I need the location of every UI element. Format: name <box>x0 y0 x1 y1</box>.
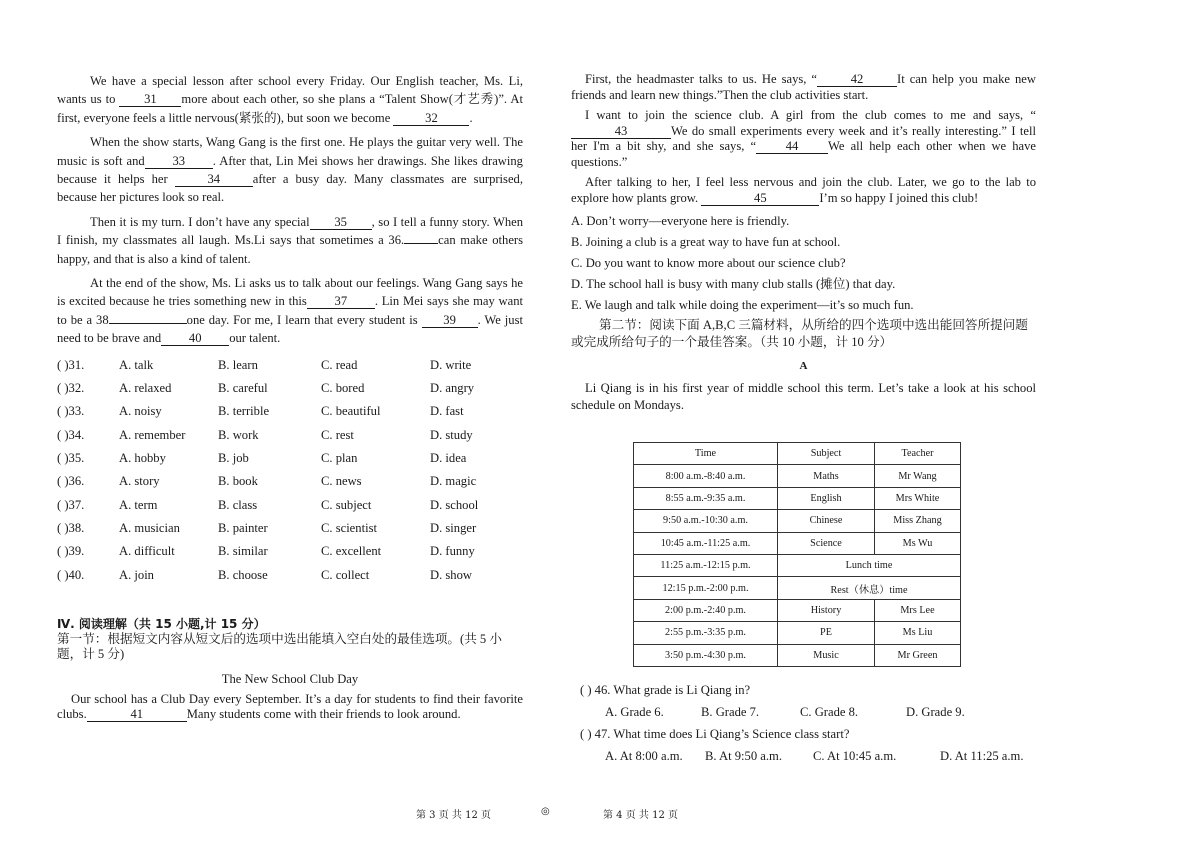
choice-d: D. The school hall is busy with many club stalls (摊位) that day. <box>571 277 896 291</box>
schedule-time-cell: 8:55 a.m.-9:35 a.m. <box>634 487 778 509</box>
schedule-table <box>633 442 961 667</box>
option-a: A. join <box>119 567 154 582</box>
passage-a-intro: Li Qiang is in his first year of middle school this term. Let’s take a look at his school schedule on Mondays. <box>571 381 1036 412</box>
schedule-subject-cell: Maths <box>778 465 875 487</box>
schedule-teacher-cell: Ms Liu <box>875 622 961 644</box>
blank-37: 37 <box>307 294 375 309</box>
blank-43: 43 <box>571 124 671 139</box>
blank-45: 45 <box>701 191 819 206</box>
schedule-row <box>634 465 961 487</box>
schedule-time-cell: 2:00 p.m.-2:40 p.m. <box>634 599 778 621</box>
schedule-time-cell: 9:50 a.m.-10:30 a.m. <box>634 510 778 532</box>
choice-a: A. Don’t worry—everyone here is friendly. <box>571 214 790 228</box>
text-span: We have a special lesson after school every Friday. Our English teacher, Ms. Li, wants us to <box>57 74 523 107</box>
schedule-time-cell: 8:00 a.m.-8:40 a.m. <box>634 465 778 487</box>
text-span: more about each other, so she plans a “Talent Show(才艺秀)”. At first, everyone feels a little nervous(紧张的), but soon we become <box>57 92 523 125</box>
footer-separator: ◎ <box>541 806 550 817</box>
schedule-teacher-cell: Mrs Lee <box>875 599 961 621</box>
option-b: B. painter <box>218 520 268 535</box>
question-46 <box>571 679 1036 723</box>
option-b: B. class <box>218 497 258 512</box>
schedule-row <box>634 510 961 532</box>
q47-option-a: A. At 8:00 a.m. <box>605 748 683 763</box>
option-c: C. bored <box>321 381 365 396</box>
blank-44: 44 <box>756 139 828 154</box>
option-a: A. difficult <box>119 544 175 559</box>
passage-paragraph-2 <box>571 72 1036 103</box>
text-span: First, the headmaster talks to us. He says, “ <box>585 72 817 86</box>
option-a: A. term <box>119 497 158 512</box>
schedule-row <box>634 487 961 509</box>
schedule-merged-cell: Lunch time <box>778 554 961 576</box>
schedule-row <box>634 622 961 644</box>
schedule-row <box>634 554 961 576</box>
option-a: A. musician <box>119 520 180 535</box>
schedule-header-cell: Teacher <box>875 443 961 465</box>
section-iv-title: Ⅳ. 阅读理解（共 15 小题,计 15 分） <box>57 616 266 631</box>
cloze-paragraph-1 <box>57 72 523 127</box>
text-span: can make others happy, and that is also a kind of talent. <box>57 233 523 266</box>
option-a: A. relaxed <box>119 381 172 396</box>
section-1-instructions: 第一节：根据短文内容从短文后的选项中选出能填入空白处的最佳选项。(共 5 小题，计 5 分) <box>57 631 502 662</box>
option-d: D. show <box>430 567 472 582</box>
text-span: Many students come with their friends to look around. <box>186 707 461 722</box>
option-c: C. subject <box>321 497 372 512</box>
question-46-stem: ( ) 46. What grade is Li Qiang in? <box>580 682 751 697</box>
schedule-time-cell: 3:50 p.m.-4:30 p.m. <box>634 644 778 666</box>
option-row <box>57 470 490 493</box>
option-row <box>57 424 490 447</box>
passage-paragraph-3 <box>571 108 1036 170</box>
blank-33: 33 <box>145 154 213 169</box>
schedule-teacher-cell: Miss Zhang <box>875 510 961 532</box>
schedule-header-cell: Subject <box>778 443 875 465</box>
question-number: ( )34. <box>57 427 85 442</box>
schedule-row <box>634 532 961 554</box>
option-b: B. terrible <box>218 404 270 419</box>
blank-32: 32 <box>393 111 469 126</box>
blank-40: 40 <box>161 331 229 346</box>
blank-31: 31 <box>119 92 181 107</box>
passage-paragraph <box>57 692 523 723</box>
option-d: D. write <box>430 357 472 372</box>
schedule-time-cell: 2:55 p.m.-3:35 p.m. <box>634 622 778 644</box>
blank-35: 35 <box>310 215 372 230</box>
option-b: B. work <box>218 427 259 442</box>
text-span: It can help you make new friends and learn new things.”Then the club activities start. <box>571 72 1036 102</box>
question-number: ( )36. <box>57 474 85 489</box>
text-span: I want to join the science club. A girl from the club comes to me and says, “ <box>585 108 1036 122</box>
question-47-stem: ( ) 47. What time does Li Qiang’s Science class start? <box>580 726 850 741</box>
option-c: C. scientist <box>321 520 377 535</box>
question-number: ( )32. <box>57 381 85 396</box>
choice-b: B. Joining a club is a great way to have fun at school. <box>571 235 841 249</box>
option-a: A. story <box>119 474 160 489</box>
schedule-teacher-cell: Mr Wang <box>875 465 961 487</box>
schedule-header-cell: Time <box>634 443 778 465</box>
schedule-time-cell: 12:15 p.m.-2:00 p.m. <box>634 577 778 599</box>
option-a: A. noisy <box>119 404 162 419</box>
option-d: D. singer <box>430 520 477 535</box>
schedule-subject-cell: English <box>778 487 875 509</box>
question-number: ( )31. <box>57 357 85 372</box>
text-span: At the end of the show, Ms. Li asks us to talk about our feelings. Wang Gang says he is excited because he tries something new in this <box>57 276 523 309</box>
text-span: We all help each other when we have questions.” <box>571 139 1036 169</box>
option-d: D. funny <box>430 544 475 559</box>
schedule-subject-cell: History <box>778 599 875 621</box>
option-row <box>57 540 490 563</box>
page-number-left: 第 3 页 共 12 页 <box>416 810 491 821</box>
q46-option-b: B. Grade 7. <box>701 704 760 719</box>
schedule-teacher-cell: Mr Green <box>875 644 961 666</box>
text-span: our talent. <box>229 331 281 346</box>
q46-option-a: A. Grade 6. <box>605 704 664 719</box>
cloze-paragraph-3 <box>57 213 523 268</box>
question-number: ( )39. <box>57 544 85 559</box>
text-span: I’m so happy I joined this club! <box>819 190 979 205</box>
option-row <box>57 517 490 540</box>
text-span: . We just need to be brave and <box>57 312 524 346</box>
blank-39: 39 <box>422 313 478 328</box>
blank-38 <box>109 323 187 324</box>
text-span: . After that, Lin Mei shows her drawings. She likes drawing because it helps her <box>57 153 523 187</box>
blank-41: 41 <box>87 707 187 722</box>
option-d: D. study <box>430 427 473 442</box>
option-c: C. collect <box>321 567 370 582</box>
option-c: C. plan <box>321 451 358 466</box>
schedule-row <box>634 599 961 621</box>
text-span: . <box>469 110 473 125</box>
right-page-column <box>571 72 1036 767</box>
section-2-instructions: 第二节：阅读下面 A,B,C 三篇材料，从所给的四个选项中选出能回答所提问题或完成所给句子的一个最佳答案。（共 10 小题，计 10 分） <box>571 318 1028 349</box>
option-d: D. idea <box>430 451 467 466</box>
schedule-subject-cell: Chinese <box>778 510 875 532</box>
option-c: C. excellent <box>321 544 382 559</box>
choice-list <box>571 211 1036 316</box>
option-a: A. hobby <box>119 451 166 466</box>
text-span: We do small experiments every week and it’s really interesting.” I tell her I'm a bit shy, and she says, “ <box>571 123 1036 153</box>
option-row <box>57 377 490 400</box>
option-b: B. learn <box>218 357 258 372</box>
option-row <box>57 400 490 423</box>
question-number: ( )37. <box>57 497 85 512</box>
schedule-subject-cell: Music <box>778 644 875 666</box>
passage-letter-a: A <box>799 360 808 372</box>
schedule-time-cell: 11:25 a.m.-12:15 p.m. <box>634 554 778 576</box>
text-span: Our school has a Club Day every September. It’s a day for students to find their favorite clubs. <box>57 691 523 722</box>
cloze-paragraph-2 <box>57 133 523 207</box>
page-number-right: 第 4 页 共 12 页 <box>603 810 678 821</box>
schedule-teacher-cell: Mrs White <box>875 487 961 509</box>
option-row <box>57 563 490 586</box>
left-page-column <box>57 72 523 728</box>
option-b: B. book <box>218 474 258 489</box>
schedule-row <box>634 577 961 599</box>
text-span: one day. For me, I learn that every student is <box>186 312 422 327</box>
q46-option-d: D. Grade 9. <box>906 704 965 719</box>
option-d: D. magic <box>430 474 477 489</box>
text-span: After talking to her, I feel less nervous and join the club. Later, we go to the lab to explore how plants grow. <box>571 175 1036 205</box>
question-47 <box>571 723 1036 767</box>
cloze-options-table <box>57 354 490 587</box>
cloze-paragraph-4 <box>57 274 523 348</box>
option-b: B. careful <box>218 381 268 396</box>
q47-option-c: C. At 10:45 a.m. <box>813 748 897 763</box>
text-span: Then it is my turn. I don’t have any special <box>90 214 310 229</box>
option-c: C. beautiful <box>321 404 381 419</box>
q47-option-b: B. At 9:50 a.m. <box>705 748 782 763</box>
choice-c: C. Do you want to know more about our science club? <box>571 256 846 270</box>
question-number: ( )33. <box>57 404 85 419</box>
schedule-header-row <box>634 443 961 465</box>
text-span: When the show starts, Wang Gang is the first one. He plays the guitar very well. The music is soft and <box>57 135 523 168</box>
passage-paragraph-4 <box>571 175 1036 206</box>
option-d: D. school <box>430 497 479 512</box>
passage-title: The New School Club Day <box>221 671 359 686</box>
option-b: B. similar <box>218 544 268 559</box>
schedule-subject-cell: Science <box>778 532 875 554</box>
question-number: ( )38. <box>57 520 85 535</box>
schedule-time-cell: 10:45 a.m.-11:25 a.m. <box>634 532 778 554</box>
text-span: after a busy day. Many classmates are surprised, because her pictures look so real. <box>57 172 523 205</box>
blank-34: 34 <box>175 172 253 187</box>
question-number: ( )40. <box>57 567 85 582</box>
option-row <box>57 493 490 516</box>
q47-option-d: D. At 11:25 a.m. <box>940 748 1024 763</box>
option-c: C. rest <box>321 427 354 442</box>
blank-42: 42 <box>817 72 897 87</box>
choice-e: E. We laugh and talk while doing the experiment—it’s so much fun. <box>571 298 914 312</box>
schedule-teacher-cell: Ms Wu <box>875 532 961 554</box>
option-row <box>57 354 490 377</box>
schedule-row <box>634 644 961 666</box>
text-span: , so I tell a funny story. When I finish, my classmates all laugh. Ms.Li says that sometimes a 36. <box>57 214 524 248</box>
option-b: B. job <box>218 451 249 466</box>
option-c: C. news <box>321 474 362 489</box>
q46-option-c: C. Grade 8. <box>800 704 859 719</box>
option-b: B. choose <box>218 567 268 582</box>
option-row <box>57 447 490 470</box>
schedule-subject-cell: PE <box>778 622 875 644</box>
blank-36 <box>404 243 438 244</box>
option-d: D. fast <box>430 404 464 419</box>
schedule-merged-cell: Rest（休息）time <box>778 577 961 599</box>
option-c: C. read <box>321 357 358 372</box>
option-a: A. talk <box>119 357 154 372</box>
question-number: ( )35. <box>57 451 85 466</box>
option-d: D. angry <box>430 381 475 396</box>
option-a: A. remember <box>119 427 186 442</box>
text-span: . Lin Mei says she may want to be a 38 <box>57 294 524 327</box>
